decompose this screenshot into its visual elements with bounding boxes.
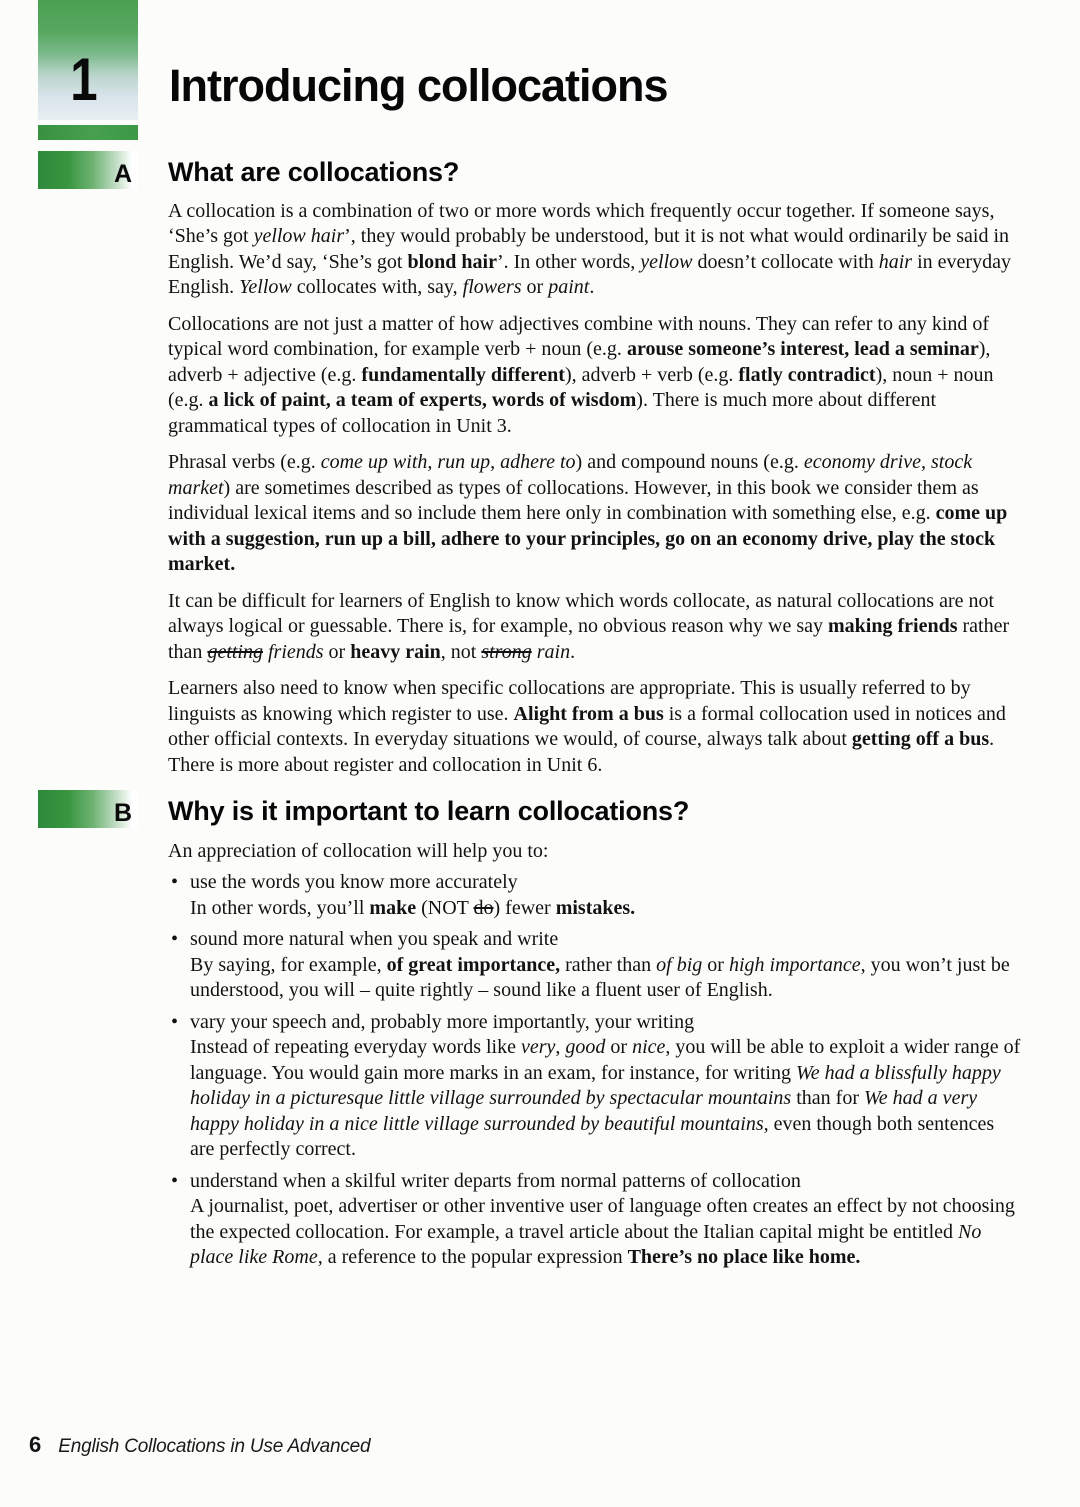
section-b-heading: Why is it important to learn collocations? [168, 796, 690, 827]
section-a [0, 151, 1080, 778]
paragraph: Collocations are not just a matter of how adjectives combine with nouns. They can refer to any kind of typical word combination, for example verb + noun (e.g. arouse someone’s interest, lead a seminar), adverb + adjective (e.g. fundamentally different), adverb + verb (e.g. flatly contradict), noun + noun (e.g. a lick of paint, a team of experts, words of wisdom). There is much more about different grammatical types of collocation in Unit 3. [168, 312, 994, 437]
bullet-body: In other words, you’ll make (NOT do) fewer mistakes. [190, 896, 636, 919]
book-title: English Collocations in Use Advanced [58, 1436, 371, 1457]
bullet-item [168, 1010, 1022, 1163]
section-a-content [168, 151, 1022, 778]
unit-header [0, 0, 1080, 140]
bullet-head: • use the words you know more accurately [190, 871, 518, 894]
paragraph: A collocation is a combination of two or more words which frequently occur together. If someone says, ‘She’s got yellow hair’, they would probably be understood, but it is not what would ordinarily be said in English. We’d say, ‘She’s got blond hair’. In other words, yellow doesn’t collocate with hair in everyday English. Yellow collocates with, say, flowers or paint. [168, 199, 1011, 299]
section-b-intro: An appreciation of collocation will help you to: [168, 839, 549, 862]
page-number: 6 [29, 1432, 42, 1457]
section-letter-a: A [113, 160, 132, 188]
section-b [0, 790, 1080, 1271]
section-a-paragraphs [168, 199, 1022, 779]
unit-tab [38, 0, 138, 140]
bullet-item [168, 870, 1022, 921]
unit-number: 1 [70, 46, 98, 113]
section-marker-a [38, 151, 138, 189]
bullet-head: • sound more natural when you speak and write [190, 928, 559, 951]
section-b-content [168, 790, 1022, 1271]
bullet-body: Instead of repeating everyday words like very, good or nice, you will be able to exploit a wider range of language. You would gain more marks in an exam, for instance, for writing We had a blissfully happy holiday in a picturesque little village surrounded by spectacular mountains than for We had a very happy holiday in a nice little village surrounded by beautiful mountains, even though both sentences are perfectly correct. [190, 1036, 1021, 1161]
bullet-head: • understand when a skilful writer departs from normal patterns of collocation [190, 1169, 801, 1192]
unit-number-block [38, 0, 138, 120]
bullet-body: By saying, for example, of great importance, rather than of big or high importance, you won’t just be understood, you will – quite rightly – sound like a fluent user of English. [190, 953, 1010, 1002]
page-title: Introducing collocations [169, 60, 668, 111]
bullet-item [168, 927, 1022, 1004]
page-footer [29, 1432, 370, 1458]
paragraph: It can be difficult for learners of English to know which words collocate, as natural collocations are not always logical or guessable. There is, for example, no obvious reason why we say making friends rather than getting friends or heavy rain, not strong rain. [168, 589, 1010, 663]
bullet-item [168, 1169, 1022, 1271]
section-marker-b [38, 790, 138, 828]
bullet-head: • vary your speech and, probably more importantly, your writing [190, 1010, 695, 1033]
bullet-list [168, 870, 1022, 1271]
paragraph: Phrasal verbs (e.g. come up with, run up, adhere to) and compound nouns (e.g. economy drive, stock market) are sometimes described as types of collocations. However, in this book we consider them as individual lexical items and so include them here only in combination with something else, e.g. come up with a suggestion, run up a bill, adhere to your principles, go on an economy drive, play the stock market. [168, 451, 1008, 576]
paragraph: Learners also need to know when specific collocations are appropriate. This is usually referred to by linguists as knowing which register to use. Alight from a bus is a formal collocation used in notices and other official contexts. In everyday situations we would, of course, always talk about getting off a bus. There is more about register and collocation in Unit 6. [168, 677, 1006, 776]
section-a-heading: What are collocations? [168, 157, 460, 187]
bullet-body: A journalist, poet, advertiser or other inventive user of language often creates an effect by not choosing the expected collocation. For example, a travel article about the Italian capital might be entitled No place like Rome, a reference to the popular expression There’s no place like home. [190, 1195, 1015, 1269]
unit-divider-bar [38, 125, 138, 140]
section-letter-b: B [113, 799, 132, 828]
